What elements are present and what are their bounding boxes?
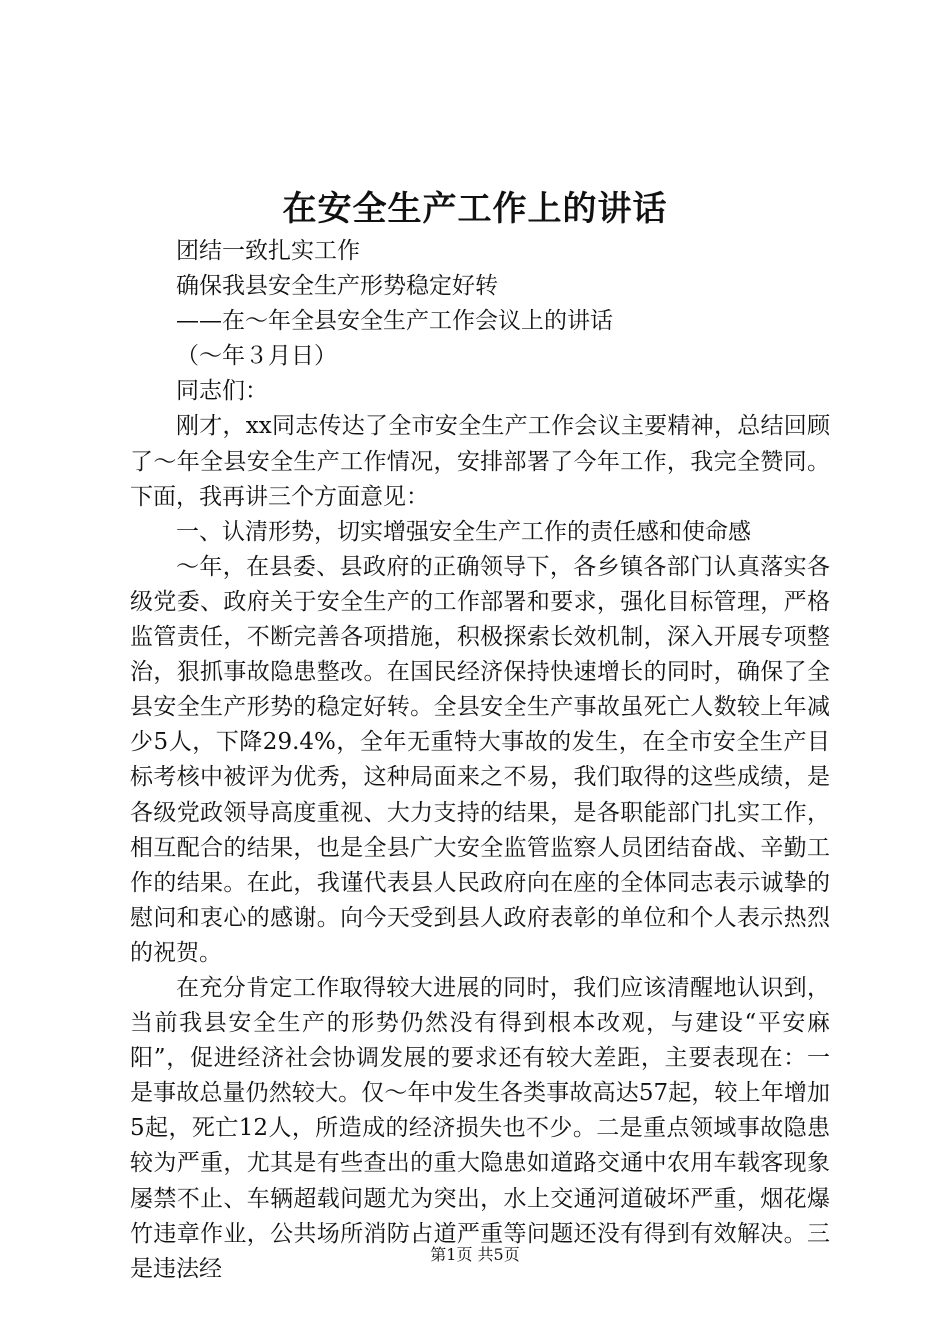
subtitle-line-3: ——在～年全县安全生产工作会议上的讲话 — [176, 308, 613, 335]
page-footer: 第1页 共5页 — [430, 1245, 520, 1264]
subtitle-line-2: 确保我县安全生产形势稳定好转 — [176, 273, 498, 300]
paragraph-problems: 在充分肯定工作取得较大进展的同时，我们应该清醒地认识到，当前我县安全生产的形势仍然没有得到根本改观，与建设“平安麻阳”，促进经济社会协调发展的要求还有较大差距，主要表现在：一是事故总量仍然较大。仅～年中发生各类事故高达57起，较上年增加5起，死亡12人，所造成的经济损失也不少。二是重点领域事故隐患较为严重，尤其是有些查出的重大隐患如道路交通中农用车载客现象屡禁不止、车辆超载问题尤为突出，水上交通河道破坏严重，烟花爆竹违章作业，公共场所消防占道严重等问题还没有得到有效解决。三是违法经 — [130, 974, 830, 1282]
paragraph-intro: 刚才，xx同志传达了全市安全生产工作会议主要精神，总结回顾了～年全县安全生产工作情况，安排部署了今年工作，我完全赞同。下面，我再讲三个方面意见： — [130, 413, 830, 510]
subtitle-line-1: 团结一致扎实工作 — [176, 238, 360, 264]
paragraph-achievements: ～年，在县委、县政府的正确领导下，各乡镇各部门认真落实各级党委、政府关于安全生产的工作部署和要求，强化目标管理，严格监管责任，不断完善各项措施，积极探索长效机制，深入开展专项整治，狠抓事故隐患整改。在国民经济保持快速增长的同时，确保了全县安全生产形势的稳定好转。全县安全生产事故虽死亡人数较上年减少5人，下降29.4%，全年无重特大事故的发生，在全市安全生产目标考核中被评为优秀，这种局面来之不易，我们取得的这些成绩，是各级党政领导高度重视、大力支持的结果，是各职能部门扎实工作，相互配合的结果，也是全县广大安全监管监察人员团结奋战、辛勤工作的结果。在此，我谨代表县人民政府向在座的全体同志表示诚挚的慰问和衷心的感谢。向今天受到县人政府表彰的单位和个人表示热烈的祝贺。 — [130, 553, 830, 966]
section-heading-1: 一、认清形势，切实增强安全生产工作的责任感和使命感 — [176, 518, 751, 545]
document-title: 在安全生产工作上的讲话 — [282, 189, 668, 229]
document-body — [130, 234, 830, 1287]
salutation: 同志们： — [176, 378, 268, 405]
date-line: （～年３月日） — [176, 343, 337, 370]
